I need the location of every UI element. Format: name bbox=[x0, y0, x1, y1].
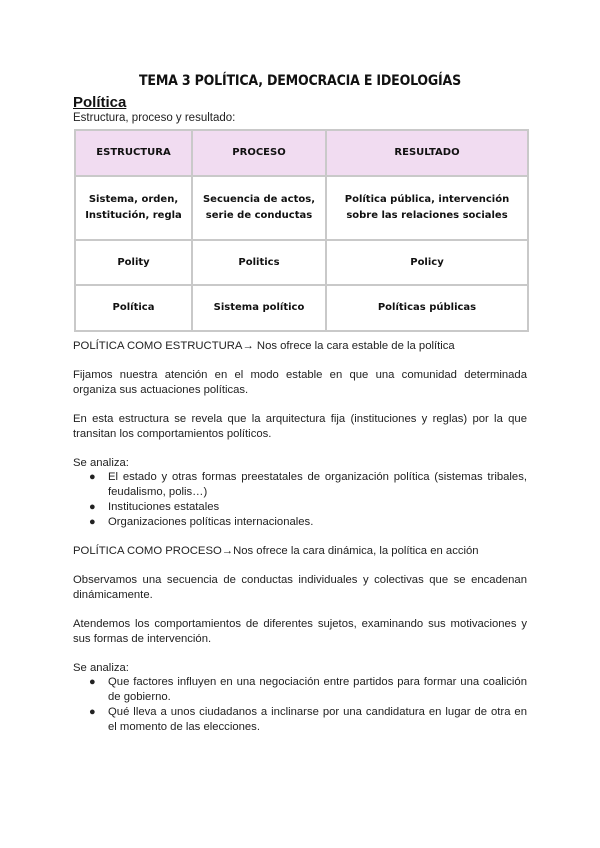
table-cell: Politics bbox=[192, 240, 326, 285]
list-item: ● Que factores influyen en una negociación entre partidos para formar una coalición de gobierno. bbox=[89, 676, 527, 703]
list-item: ● Qué lleva a unos ciudadanos a inclinarse por una candidatura en lugar de otra en el momento de las elecciones. bbox=[89, 706, 527, 733]
proceso-paragraph-1: Observamos una secuencia de conductas individuales y colectivas que se encadenan dinámicamente. bbox=[73, 574, 527, 601]
list-item: ● Organizaciones políticas internacionales. bbox=[89, 516, 314, 528]
section-subtitle: Estructura, proceso y resultado: bbox=[73, 112, 236, 124]
table-cell: Políticas públicas bbox=[326, 285, 528, 331]
estructura-paragraph-1: Fijamos nuestra atención en el modo estable en que una comunidad determinada organiza sus actuaciones políticas. bbox=[73, 369, 527, 396]
bullet-icon: ● bbox=[89, 501, 96, 513]
estructura-heading: POLÍTICA COMO ESTRUCTURA→ Nos ofrece la cara estable de la política bbox=[73, 340, 455, 352]
proceso-heading: POLÍTICA COMO PROCESO→Nos ofrece la cara dinámica, la política en acción bbox=[73, 545, 479, 557]
table-header-cell: PROCESO bbox=[192, 130, 326, 176]
estructura-analiza-label: Se analiza: bbox=[73, 457, 129, 469]
proceso-bullet-list bbox=[73, 675, 527, 735]
estructura-paragraph-2: En esta estructura se revela que la arquitectura fija (instituciones y reglas) por la que transitan los comportamientos políticos. bbox=[73, 413, 527, 440]
section-heading: Política bbox=[73, 94, 127, 111]
bullet-icon: ● bbox=[89, 516, 96, 528]
table-row bbox=[75, 285, 528, 331]
table-cell: Política bbox=[75, 285, 192, 331]
list-item: ● El estado y otras formas preestatales de organización política (sistemas tribales, feudalismo, polis…) bbox=[89, 471, 527, 498]
table-cell: Secuencia de actos, serie de conductas bbox=[192, 176, 326, 240]
table-cell: Polity bbox=[75, 240, 192, 285]
document-title: TEMA 3 POLÍTICA, DEMOCRACIA E IDEOLOGÍAS bbox=[139, 73, 461, 89]
table-row bbox=[75, 176, 528, 240]
table-cell: Sistema político bbox=[192, 285, 326, 331]
table-header-cell: ESTRUCTURA bbox=[75, 130, 192, 176]
estructura-bullet-list bbox=[73, 470, 527, 530]
proceso-analiza-label: Se analiza: bbox=[73, 662, 129, 674]
table-header-row bbox=[75, 130, 528, 176]
table-row bbox=[75, 240, 528, 285]
bullet-icon: ● bbox=[89, 471, 96, 483]
table-cell: Sistema, orden, Institución, regla bbox=[75, 176, 192, 240]
list-item: ● Instituciones estatales bbox=[89, 501, 220, 513]
table-header-cell: RESULTADO bbox=[326, 130, 528, 176]
bullet-icon: ● bbox=[89, 706, 96, 718]
proceso-paragraph-2: Atendemos los comportamientos de diferentes sujetos, examinando sus motivaciones y sus formas de intervención. bbox=[73, 618, 527, 645]
table-cell: Política pública, intervención sobre las relaciones sociales bbox=[326, 176, 528, 240]
bullet-icon: ● bbox=[89, 676, 96, 688]
comparison-table bbox=[74, 129, 529, 332]
table-cell: Policy bbox=[326, 240, 528, 285]
